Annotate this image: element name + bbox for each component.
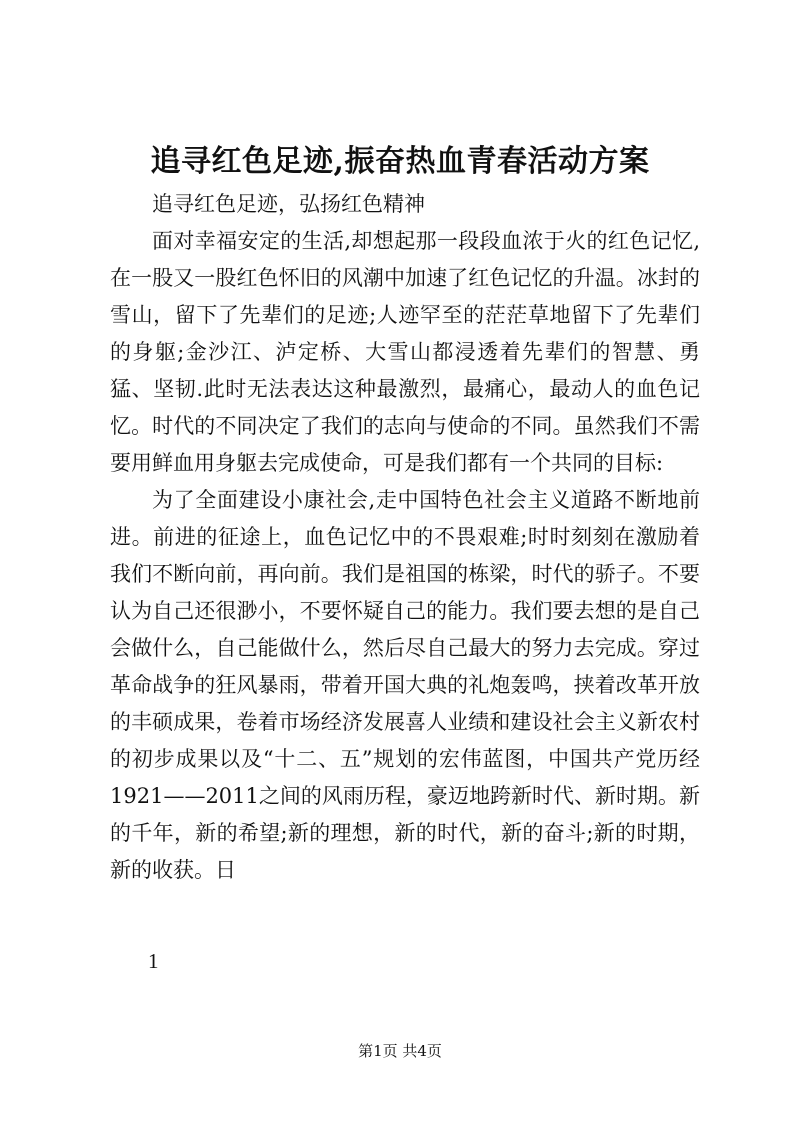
document-title: 追寻红色足迹,振奋热血青春活动方案 bbox=[150, 144, 650, 179]
paragraph-subtitle: 追寻红色足迹，弘扬红色精神 bbox=[152, 192, 425, 216]
paragraph-2: 为了全面建设小康社会,走中国特色社会主义道路不断地前进。前进的征途上，血色记忆中的不畏艰难;时时刻刻在激励着我们不断向前，再向前。我们是祖国的栋梁，时代的骄子。不要认为自己还很渺小，不要怀疑自己的能力。我们要去想的是自己会做什么，自己能做什么，然后尽自己最大的努力去完成。穿过革命战争的狂风暴雨，带着开国大典的礼炮轰鸣，挟着改革开放的丰硕成果，卷着市场经济发展喜人业绩和建设社会主义新农村的初步成果以及“十二、五”规划的宏伟蓝图，中国共产党历经1921——2011之间的风雨历程，豪迈地跨新时代、新时期。新的千年，新的希望;新的理想，新的时代，新的奋斗;新的时期，新的收获。日 bbox=[110, 488, 700, 882]
paragraph-1: 面对幸福安定的生活,却想起那一段段血浓于火的红色记忆,在一股又一股红色怀旧的风潮中加速了红色记忆的升温。冰封的雪山，留下了先辈们的足迹;人迹罕至的茫茫草地留下了先辈们的身躯;金沙江、泸定桥、大雪山都浸透着先辈们的智慧、勇猛、坚韧.此时无法表达这种最激烈，最痛心，最动人的血色记忆。时代的不同决定了我们的志向与使命的不同。虽然我们不需要用鲜血用身躯去完成使命，可是我们都有一个共同的目标: bbox=[110, 229, 700, 475]
document-body bbox=[110, 186, 700, 889]
page-number: 1 bbox=[148, 949, 159, 973]
page-footer: 第1页 共4页 bbox=[358, 1042, 442, 1060]
